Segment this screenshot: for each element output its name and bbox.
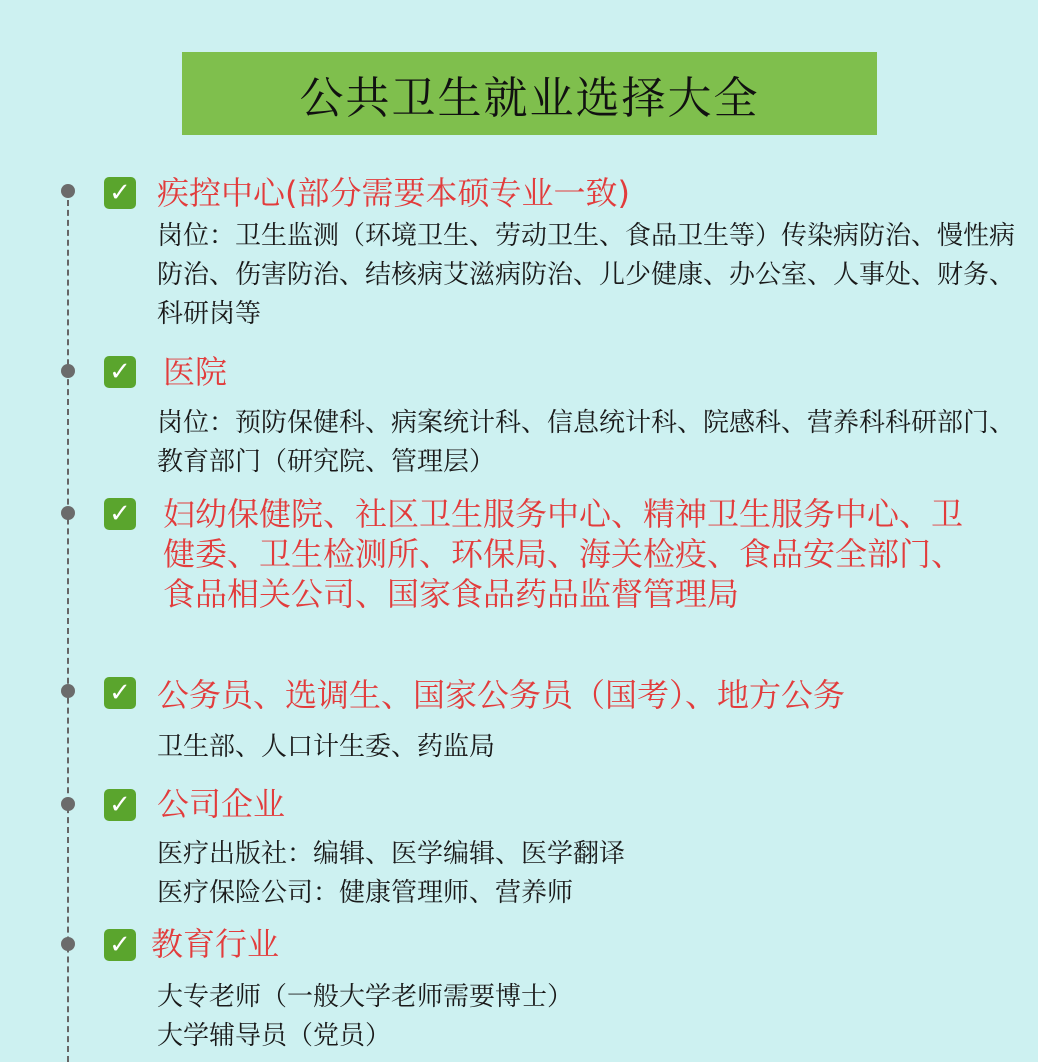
section-body: 岗位：卫生监测（环境卫生、劳动卫生、食品卫生等）传染病防治、慢性病防治、伤害防治、结核病艾滋病防治、儿少健康、办公室、人事处、财务、科研岗等 [157, 221, 1016, 329]
body-line: 大专老师（一般大学老师需要博士） [157, 982, 574, 1012]
timeline-dot [61, 184, 75, 198]
check-mark-icon: ✓ [104, 789, 136, 821]
section-body [157, 728, 495, 767]
check-mark-icon: ✓ [104, 177, 136, 209]
section-body [157, 978, 573, 1056]
timeline-line [67, 190, 69, 1062]
check-mark-icon: ✓ [104, 677, 136, 709]
timeline-dot [61, 364, 75, 378]
title-banner [182, 52, 877, 135]
timeline-dot [61, 684, 75, 698]
check-mark-icon: ✓ [104, 929, 136, 961]
section-heading: 教育行业 [151, 925, 280, 963]
check-mark-icon: ✓ [104, 356, 136, 388]
section-heading: 公司企业 [157, 785, 286, 823]
section-heading: 妇幼保健院、社区卫生服务中心、精神卫生服务中心、卫健委、卫生检测所、环保局、海关检疫、食品安全部门、食品相关公司、国家食品药品监督管理局 [163, 495, 964, 613]
section-heading: 医院 [163, 353, 228, 391]
body-line: 大学辅导员（党员） [157, 1021, 392, 1051]
section-body: 岗位：预防保健科、病案统计科、信息统计科、院感科、营养科科研部门、教育部门（研究院、管理层） [157, 408, 1016, 477]
check-mark-icon: ✓ [104, 498, 136, 530]
section-heading: 疾控中心(部分需要本硕专业一致) [157, 174, 630, 212]
timeline-dot [61, 937, 75, 951]
timeline-dot [61, 797, 75, 811]
body-line: 卫生部、人口计生委、药监局 [157, 732, 496, 762]
section-body [157, 835, 625, 913]
timeline-dot [61, 506, 75, 520]
body-line: 医疗出版社：编辑、医学编辑、医学翻译 [157, 839, 626, 869]
section-heading: 公务员、选调生、国家公务员（国考）、地方公务 [157, 676, 846, 714]
body-line: 医疗保险公司：健康管理师、营养师 [157, 878, 574, 908]
page-title: 公共卫生就业选择大全 [299, 72, 760, 124]
